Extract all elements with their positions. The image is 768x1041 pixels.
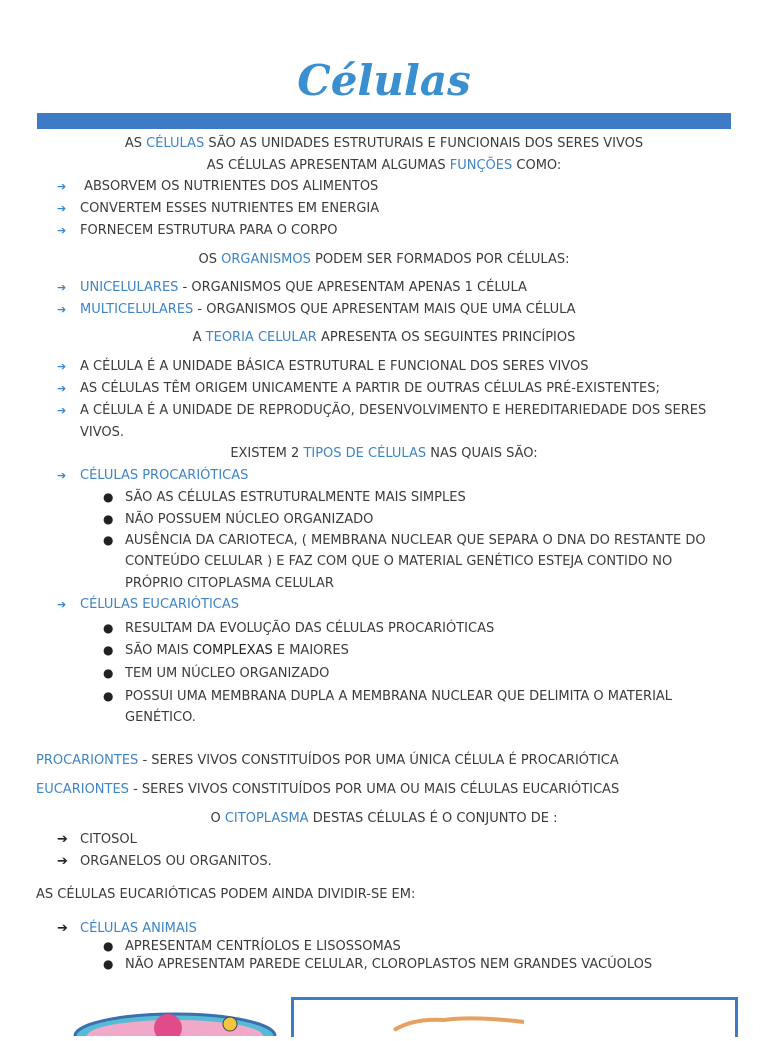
intro-line-2: AS CÉLULAS APRESENTAM ALGUMAS FUNÇÕES COMO: [206,158,562,173]
intro-line-1: AS CÉLULAS SÃO AS UNIDADES ESTRUTURAIS E FUNCIONAIS DOS SERES VIVOS [124,136,644,151]
arrow-icon: ➔ [57,832,68,847]
cytoplasm-heading: O CITOPLASMA DESTAS CÉLULAS É O CONJUNTO DE : [210,811,558,826]
arrow-icon: ➔ [57,382,67,395]
bullet-icon: ● [103,490,114,504]
title-underline-bar [37,113,731,129]
arrow-icon: ➔ [57,224,67,237]
plant-cell-illustration [294,1000,735,1037]
prokaryotic-bullet-3: ● AUSÊNCIA DA CARIOTECA, ( MEMBRANA NUCLEAR QUE SEPARA O DNA DO RESTANTE DO [103,529,706,552]
arrow-icon: ➔ [57,303,67,316]
eukaryotic-bullet-2: ● SÃO MAIS COMPLEXAS E MAIORES [103,639,349,662]
arrow-icon: ➔ [57,180,67,193]
bullet-icon: ● [103,533,114,547]
animal-bullet-2: ● NÃO APRESENTAM PAREDE CELULAR, CLOROPLASTOS NEM GRANDES VACÚOLOS [103,957,653,972]
organisms-heading: OS ORGANISMOS PODEM SER FORMADOS POR CÉLULAS: [198,252,570,267]
function-item-1: ➔ ABSORVEM OS NUTRIENTES DOS ALIMENTOS [57,179,379,194]
cytoplasm-item-2: ➔ ORGANELOS OU ORGANITOS. [57,854,272,869]
eukaryotic-bullet-1: ● RESULTAM DA EVOLUÇÃO DAS CÉLULAS PROCARIÓTICAS [103,617,494,640]
image-frame [291,997,738,1037]
prokaryote-definition: PROCARIONTES - SERES VIVOS CONSTITUÍDOS POR UMA ÚNICA CÉLULA É PROCARIÓTICA [36,753,619,768]
bullet-icon: ● [103,957,114,971]
animal-cells-heading: ➔ CÉLULAS ANIMAIS [57,921,197,936]
unicellular-item: ➔ UNICELULARES - ORGANISMOS QUE APRESENTAM APENAS 1 CÉLULA [57,280,527,295]
types-heading: EXISTEM 2 TIPOS DE CÉLULAS NAS QUAIS SÃO: [230,446,538,461]
arrow-icon: ➔ [57,921,68,936]
division-text: AS CÉLULAS EUCARIÓTICAS PODEM AINDA DIVIDIR-SE EM: [36,887,416,902]
prokaryotic-bullet-1: ● SÃO AS CÉLULAS ESTRUTURALMENTE MAIS SIMPLES [103,486,466,509]
theory-principle-3-cont: VIVOS. [80,425,125,440]
arrow-icon: ➔ [57,469,67,482]
animal-cell-illustration [70,996,280,1036]
arrow-icon: ➔ [57,360,67,373]
arrow-icon: ➔ [57,202,67,215]
arrow-icon: ➔ [57,404,67,417]
eukaryotic-heading: ➔ CÉLULAS EUCARIÓTICAS [57,597,240,612]
prokaryotic-bullet-3-cont-1: CONTEÚDO CELULAR ) E FAZ COM QUE O MATERIAL GENÉTICO ESTEJA CONTIDO NO [125,554,673,569]
eukaryotic-bullet-4-cont: GENÉTICO. [125,710,196,725]
multicellular-item: ➔ MULTICELULARES - ORGANISMOS QUE APRESENTAM MAIS QUE UMA CÉLULA [57,302,576,317]
eukaryotic-bullet-4: ● POSSUI UMA MEMBRANA DUPLA A MEMBRANA NUCLEAR QUE DELIMITA O MATERIAL [103,685,672,708]
function-item-2: ➔ CONVERTEM ESSES NUTRIENTES EM ENERGIA [57,201,380,216]
prokaryotic-bullet-2: ● NÃO POSSUEM NÚCLEO ORGANIZADO [103,508,373,531]
arrow-icon: ➔ [57,598,67,611]
prokaryotic-heading: ➔ CÉLULAS PROCARIÓTICAS [57,468,249,483]
arrow-icon: ➔ [57,854,68,869]
theory-heading: A TEORIA CELULAR APRESENTA OS SEGUINTES PRINCÍPIOS [192,330,576,345]
prokaryotic-bullet-3-cont-2: PRÓPRIO CITOPLASMA CELULAR [125,576,334,591]
bullet-icon: ● [103,643,114,657]
animal-bullet-1: ● APRESENTAM CENTRÍOLOS E LISOSSOMAS [103,939,401,954]
page-title: Células [297,56,471,105]
bullet-icon: ● [103,621,114,635]
theory-principle-1: ➔ A CÉLULA É A UNIDADE BÁSICA ESTRUTURAL E FUNCIONAL DOS SERES VIVOS [57,359,589,374]
bullet-icon: ● [103,939,114,953]
arrow-icon: ➔ [57,281,67,294]
eukaryotic-bullet-3: ● TEM UM NÚCLEO ORGANIZADO [103,662,329,685]
bullet-icon: ● [103,512,114,526]
bullet-icon: ● [103,689,114,703]
eukaryote-definition: EUCARIONTES - SERES VIVOS CONSTITUÍDOS POR UMA OU MAIS CÉLULAS EUCARIÓTICAS [36,782,620,797]
function-item-3: ➔ FORNECEM ESTRUTURA PARA O CORPO [57,223,338,238]
theory-principle-2: ➔ AS CÉLULAS TÊM ORIGEM UNICAMENTE A PARTIR DE OUTRAS CÉLULAS PRÉ-EXISTENTES; [57,381,660,396]
theory-principle-3: ➔ A CÉLULA É A UNIDADE DE REPRODUÇÃO, DESENVOLVIMENTO E HEREDITARIEDADE DOS SERES [57,403,707,418]
cytoplasm-item-1: ➔ CITOSOL [57,832,137,847]
bullet-icon: ● [103,666,114,680]
